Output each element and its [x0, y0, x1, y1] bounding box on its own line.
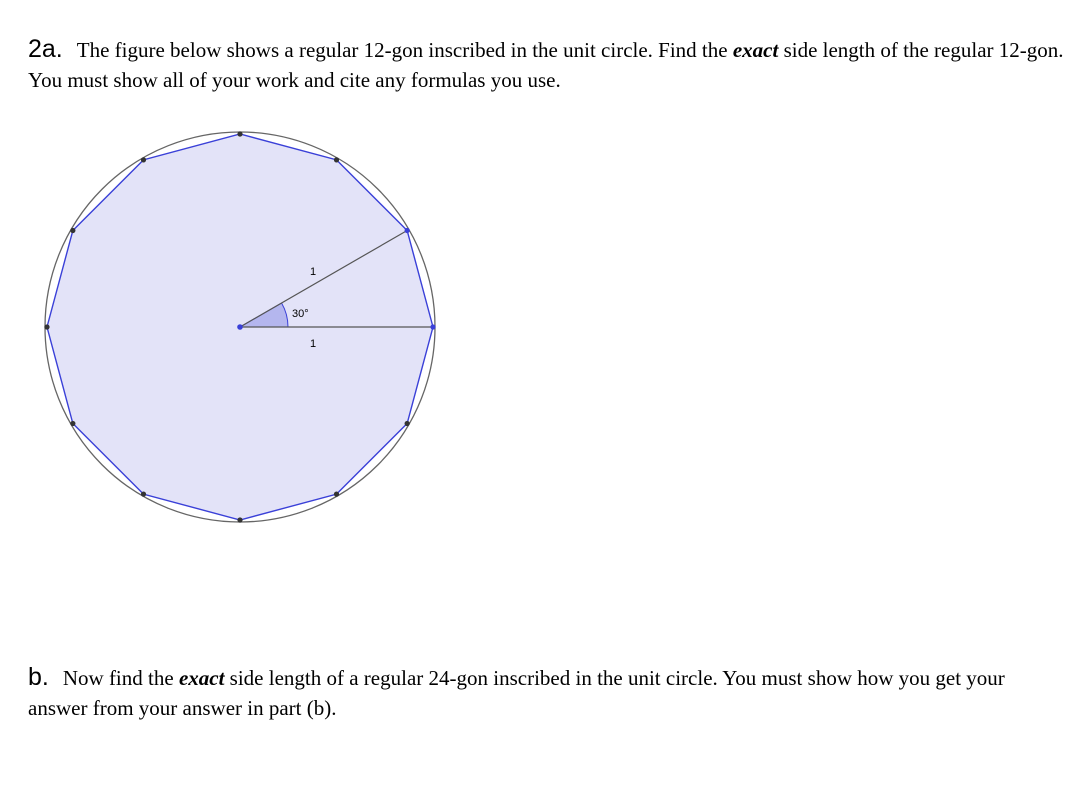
- emphasis-word: exact: [732, 38, 779, 62]
- emphasis-word: exact: [178, 666, 225, 690]
- vertex-point: [405, 421, 410, 426]
- radius-label-upper: 1: [310, 266, 317, 278]
- question-text-start: Now find the: [62, 666, 174, 690]
- vertex-point: [334, 492, 339, 497]
- dodecagon-figure: [20, 120, 460, 540]
- question-2b: [28, 662, 1068, 723]
- question-text-start: The figure below shows a regular 12-gon inscribed in the unit circle. Find the: [76, 38, 728, 62]
- vertex-point: [141, 492, 146, 497]
- vertex-point: [237, 131, 242, 136]
- center-point: [237, 324, 243, 330]
- vertex-point: [70, 421, 75, 426]
- angle-label: 30°: [292, 308, 309, 320]
- vertex-point: [430, 324, 435, 329]
- question-text-end: side length of the regular 12-gon. You must show all of your work and cite any formulas you use.: [28, 38, 1064, 92]
- vertex-point: [405, 228, 410, 233]
- vertex-point: [334, 157, 339, 162]
- radius-label-lower: 1: [310, 338, 317, 350]
- vertex-point: [141, 157, 146, 162]
- vertex-point: [237, 517, 242, 522]
- question-2a: [28, 34, 1068, 95]
- question-number: b.: [28, 663, 49, 691]
- vertex-point: [70, 228, 75, 233]
- question-number: 2a.: [28, 35, 63, 63]
- vertex-point: [44, 324, 49, 329]
- question-text-end: side length of a regular 24-gon inscribed in the unit circle. You must show how you get your answer from your answer in part (b).: [28, 666, 1005, 720]
